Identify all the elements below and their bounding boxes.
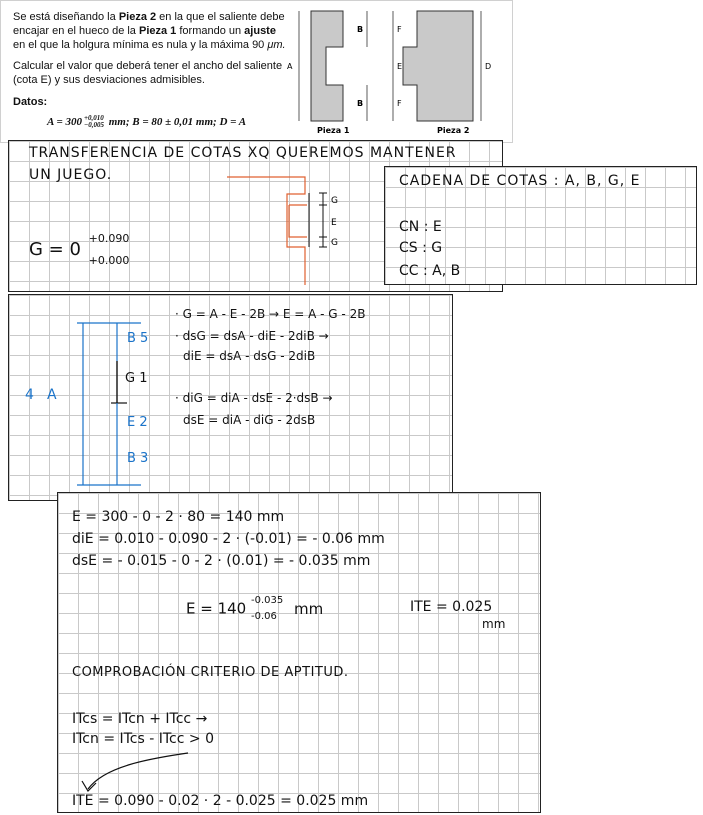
comprobacion-heading: COMPROBACIÓN CRITERIO DE APTITUD. (72, 665, 349, 680)
note1-heading-line1: TRANSFERENCIA DE COTAS XQ QUEREMOS MANTENER (29, 145, 457, 161)
problem-statement (0, 0, 513, 143)
formula-rest: mm; B = 80 ± 0,01 mm; D = A (106, 116, 247, 128)
text-run: en la que el saliente debe encajar en el hueco de la (13, 11, 285, 37)
text-run: Se está diseñando la (13, 11, 119, 23)
text-run: ajuste (244, 25, 276, 37)
note1-sketch (227, 169, 367, 287)
formula-a: A = 300 (47, 116, 82, 128)
dim-f-top-label: F (397, 25, 402, 34)
dim-f-bottom-label: F (397, 99, 402, 108)
note1-heading-line2: UN JUEGO. (29, 167, 113, 183)
result-line-1: E = 300 - 0 - 2 · 80 = 140 mm (72, 509, 285, 525)
sketch-outline-piece (227, 177, 305, 285)
formula-a-sub: −0,005 (84, 121, 104, 130)
dim-d-label: D (485, 62, 492, 71)
cadena-cn: CN : E (399, 219, 442, 235)
g-tolerance-sup: +0.090 (88, 232, 130, 245)
cadena-cs: CS : G (399, 240, 443, 256)
chain-label-b3: B 3 (127, 451, 149, 466)
formula-a-tolerance (84, 115, 104, 129)
text-run: Pieza 2 (118, 11, 157, 23)
chain-label-e2: E 2 (127, 415, 148, 430)
chain-label-g1: G 1 (125, 371, 148, 386)
chain-label-4: 4 (25, 387, 34, 403)
e-final-sup: -0.035 (251, 595, 284, 606)
dim-a-label: A (287, 62, 293, 71)
result-line-3: dsE = - 0.015 - 0 - 2 · (0.01) = - 0.035 mm (72, 553, 371, 569)
dim-b-top-label: B (357, 25, 364, 34)
note-cadena-cotas (384, 166, 697, 285)
e-final-value: E = 140 (186, 599, 247, 618)
pieza-2-label: Pieza 2 (437, 126, 470, 135)
note-resultados (57, 492, 541, 813)
result-line-2: diE = 0.010 - 0.090 - 2 · (-0.01) = - 0.06 mm (72, 531, 385, 547)
e-final-unit: mm (294, 599, 324, 618)
pieza-1-label: Pieza 1 (317, 126, 350, 135)
cadena-cc: CC : A, B (399, 263, 461, 279)
text-run: en el que la holgura mínima es nula y la máxima 90 (13, 39, 268, 51)
text-run: Pieza 1 (138, 25, 177, 37)
criterion-line-1: ITcs = ITcn + ITcc → (72, 711, 208, 727)
e-final-expression (186, 593, 323, 625)
sketch-label-g-bottom: G (331, 238, 338, 248)
chain-label-a: A (47, 387, 57, 403)
g-equation: G = 0 (29, 239, 81, 260)
pieces-figure (281, 5, 511, 141)
chain-label-b5: B 5 (127, 331, 149, 346)
g-tolerance-sub: +0.000 (88, 254, 130, 267)
e-final-tolerance (251, 593, 283, 625)
sketch-label-g-top: G (331, 196, 338, 206)
ite-value: ITE = 0.025 (410, 599, 493, 615)
sketch-saliente (289, 205, 307, 237)
g-tolerance (89, 228, 130, 272)
equation-4: · diG = diA - dsE - 2·dsB → (175, 391, 333, 405)
dim-b-bottom-label: B (357, 99, 364, 108)
problem-paragraph-1 (13, 10, 291, 52)
criterion-line-2: ITcn = ITcs - ITcc > 0 (72, 731, 214, 747)
e-final-sub: -0.06 (251, 611, 277, 622)
pieza-2-shape (403, 11, 473, 121)
g-tolerance-expression (29, 228, 129, 272)
sketch-label-e: E (331, 218, 337, 228)
ite-unit: mm (482, 617, 506, 631)
equation-2: · dsG = dsA - diE - 2diB → (175, 329, 329, 343)
text-run: formando un (176, 25, 245, 37)
datos-formula (13, 115, 291, 129)
cadena-title: CADENA DE COTAS : A, B, G, E (399, 173, 641, 189)
arrow-curve (76, 747, 206, 797)
pieza-1-shape (311, 11, 343, 121)
criterion-line-3: ITE = 0.090 - 0.02 · 2 - 0.025 = 0.025 mm (72, 793, 369, 809)
text-run: μm. (267, 39, 286, 51)
datos-label: Datos: (13, 96, 48, 108)
dim-e-label: E (397, 62, 403, 71)
formula-a-sup: +0,010 (84, 114, 104, 123)
problem-paragraph-2: Calcular el valor que deberá tener el ancho del saliente (cota E) y sus desviaciones admisibles. (13, 60, 283, 86)
equation-3: diE = dsA - dsG - 2diB (183, 349, 316, 363)
note-ecuaciones (8, 294, 453, 501)
equation-5: dsE = diA - diG - 2dsB (183, 413, 316, 427)
problem-text (13, 10, 291, 129)
curved-arrow-line (88, 753, 188, 789)
equation-1: · G = A - E - 2B → E = A - G - 2B (175, 307, 366, 321)
